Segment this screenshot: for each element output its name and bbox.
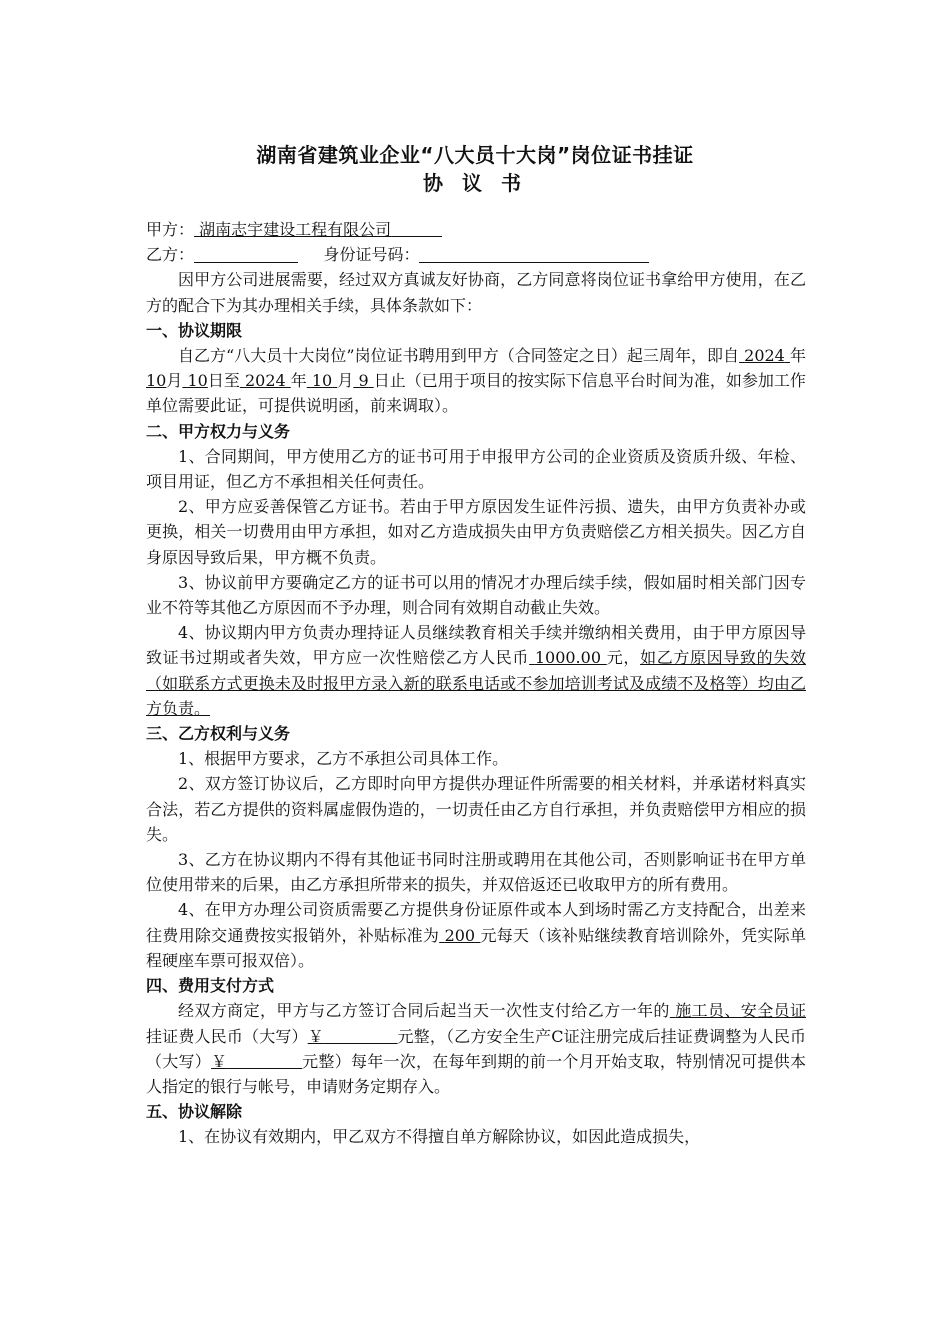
section-2-item-2: 2、甲方应妥善保管乙方证书。若由于甲方原因发生证件污损、遗失，由甲方负责补办或更换，相关一切费用由甲方承担，如对乙方造成损失由甲方负责赔偿乙方相关损失。因乙方自身原因导致后果，甲方概不负责。 [146, 497, 806, 567]
section-1-paragraph: 自乙方“八大员十大岗位”岗位证书聘用到甲方（合同签定之日）起三周年，即自 2024 年10月 10日至 2024 年 10 月 9 日止（已用于项目的按实际下信息平台时间为准，如参加工作单位需要此证，可提供说明函，前来调取）。 [146, 346, 806, 416]
section-3-heading: 三、乙方权利与义务 [146, 724, 291, 744]
section-1-heading: 一、协议期限 [146, 320, 243, 340]
start-month: 10 [146, 371, 167, 391]
party-a-name: 湖南志宇建设工程有限公司 [199, 220, 392, 239]
section-2-item-3: 3、协议前甲方要确定乙方的证书可以用的情况才办理后续手续，假如届时相关部门因专业不符等其他乙方原因而不予办理，则合同有效期自动截止失效。 [146, 572, 806, 618]
end-year: 2024 [244, 371, 286, 391]
section-5-item-1: 1、在协议有效期内，甲乙双方不得擅自单方解除协议，如因此造成损失， [178, 1127, 701, 1147]
section-2-heading: 二、甲方权力与义务 [146, 421, 291, 441]
start-year: 2024 [744, 346, 785, 366]
certificate-roles: 施工员、安全员证 [675, 1001, 806, 1021]
section-3-item-1: 1、根据甲方要求，乙方不承担公司具体工作。 [178, 749, 509, 769]
section-3-item-2: 2、双方签订协议后，乙方即时向甲方提供办理证件所需要的相关材料，并承诺材料真实合法，若乙方提供的资料属虚假伪造的，一切责任由乙方自行承担，并负责赔偿甲方相应的损失。 [146, 774, 806, 844]
fee-yen-1: ￥ [307, 1026, 324, 1046]
end-month: 10 [311, 371, 333, 391]
intro-paragraph: 因甲方公司进展需要，经过双方真诚友好协商，乙方同意将岗位证书拿给甲方使用，在乙方的配合下为其办理相关手续，具体条款如下： [146, 270, 806, 315]
section-5-heading: 五、协议解除 [146, 1102, 243, 1122]
document-title: 湖南省建筑业企业“八大员十大岗”岗位证书挂证 [256, 143, 694, 167]
section-3-item-3: 3、乙方在协议期内不得有其他证书同时注册或聘用在其他公司，否则影响证书在甲方单位使用带来的后果，由乙方承担所带来的损失，并双倍返还已收取甲方的所有费用。 [146, 850, 806, 895]
start-day: 10 [187, 371, 208, 391]
section-2-item-4: 4、协议期内甲方负责办理持证人员继续教育相关手续并缴纳相关费用，由于甲方原因导致证书过期或者失效，甲方应一次性赔偿乙方人民币 1000.00 元，如乙方原因导致的失效（如联系方式更换未及时报甲方录入新的联系电话或不参加培训考试及成绩不及格等）均由乙方负责。 [146, 623, 806, 718]
section-4-paragraph: 经双方商定，甲方与乙方签订合同后起当天一次性支付给乙方一年的 施工员、安全员证挂证费人民币（大写）￥ 元整，（乙方安全生产C证注册完成后挂证费调整为人民币（大写）￥ 元整）每年一次，在每年到期的前一个月开始支取，特别情况可提供本人指定的银行与帐号，申请财务定期存入。 [146, 1001, 806, 1096]
section-2-item-1: 1、合同期间，甲方使用乙方的证书可用于申报甲方公司的企业资质及资质升级、年检、项目用证，但乙方不承担相关任何责任。 [146, 446, 806, 492]
document-body [146, 217, 806, 1150]
end-day: 9 [358, 371, 369, 391]
fee-yen-2: ￥ [211, 1051, 228, 1071]
party-a-line [146, 217, 806, 242]
compensation-amount: 1000.00 [534, 648, 601, 668]
section-4-heading: 四、费用支付方式 [146, 976, 275, 996]
id-number-label: 身份证号码： [323, 245, 420, 265]
id-number-blank [419, 244, 649, 263]
party-b-label: 乙方： [146, 245, 195, 265]
document-subtitle: 协 议 书 [423, 171, 527, 195]
party-a-label: 甲方： [146, 220, 195, 239]
allowance-amount: 200 [444, 925, 476, 945]
party-b-name-blank [194, 244, 298, 263]
section-3-item-4: 4、在甲方办理公司资质需要乙方提供身份证原件或本人到场时需乙方支持配合，出差来往费用除交通费按实报销外，补贴标准为 200 元每天（该补贴继续教育培训除外，凭实际单程硬座车票可报双倍）。 [146, 900, 806, 970]
party-b-line [146, 242, 806, 267]
